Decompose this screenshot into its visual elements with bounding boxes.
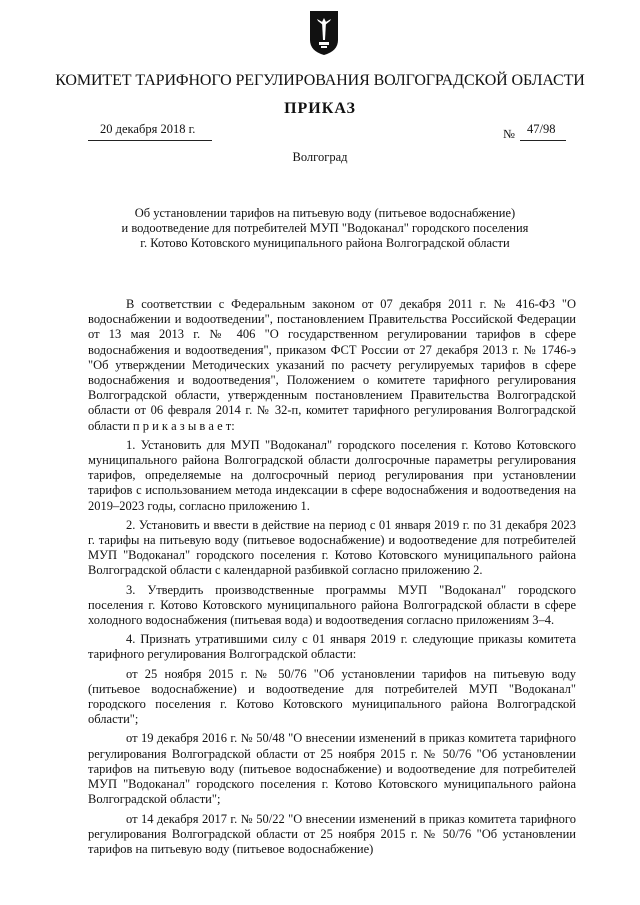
item-4-subitem: от 14 декабря 2017 г. № 50/22 "О внесении изменений в приказ комитета тарифного регулирования Волгоградской области от 25 ноября 2015 г. № 50/76 "Об установлении тарифов на питьевую воду (питьевое водоснабжение) bbox=[88, 811, 576, 856]
item-1: 1. Установить для МУП "Водоканал" городского поселения г. Котово Котовского муниципального района Волгоградской области долгосрочные параметры регулирования тарифов, определяемые на долгосрочный период регулирования при установлении тарифов с использованием метода индексации в сфере водоснабжения и водоотведения на 2019–2023 годы, согласно приложению 1. bbox=[88, 437, 576, 513]
number-underline bbox=[520, 140, 566, 141]
committee-name: КОМИТЕТ ТАРИФНОГО РЕГУЛИРОВАНИЯ ВОЛГОГРАДСКОЙ ОБЛАСТИ bbox=[55, 72, 585, 89]
order-subject bbox=[90, 206, 560, 251]
city: Волгоград bbox=[292, 150, 348, 164]
number-sign: № bbox=[503, 127, 515, 141]
coat-of-arms-icon bbox=[309, 10, 339, 56]
date-underline bbox=[88, 140, 212, 141]
order-body bbox=[88, 297, 576, 857]
order-date: 20 декабря 2018 г. bbox=[100, 122, 196, 136]
order-number: 47/98 bbox=[527, 122, 556, 136]
item-4-subitem: от 19 декабря 2016 г. № 50/48 "О внесении изменений в приказ комитета тарифного регулирования Волгоградской области от 25 ноября 2015 г. № 50/76 "Об установлении тарифов на питьевую воду (питьевое водоснабжение) и водоотведение для потребителей МУП "Водоканал" городского поселения г. Котово Котовского муниципального района Волгоградской области"; bbox=[88, 731, 576, 807]
item-2: 2. Установить и ввести в действие на период с 01 января 2019 г. по 31 декабря 2023 г. тарифы на питьевую воду (питьевое водоснабжение) и водоотведение для потребителей МУП "Водоканал" городского поселения г. Котово Котовского муниципального района Волгоградской области с календарной разбивкой согласно приложению 2. bbox=[88, 517, 576, 578]
item-3: 3. Утвердить производственные программы МУП "Водоканал" городского поселения г. Котово Котовского муниципального района Волгоградской области в сфере холодного водоснабжения (питьевая вода) и водоотведения согласно приложениям 3–4. bbox=[88, 582, 576, 628]
preamble: В соответствии с Федеральным законом от 07 декабря 2011 г. № 416-ФЗ "О водоснабжении и водоотведении", постановлением Правительства Российской Федерации от 13 мая 2013 г. № 406 "О государственном регулировании тарифов в сфере водоснабжения и водоотведения", приказом ФСТ России от 27 декабря 2013 г. № 1746-э "Об утверждении Методических указаний по расчету регулируемых тарифов в сфере водоснабжения и водоотведения", Положением о комитете тарифного регулирования Волгоградской области, утвержденным постановлением Правительства Волгоградской области от 06 февраля 2014 г. № 32-п, комитет тарифного регулирования Волгоградской области п р и к а з ы в а е т: bbox=[88, 297, 576, 433]
subject-line: и водоотведение для потребителей МУП "Водоканал" городского поселения bbox=[121, 221, 529, 235]
document-type: ПРИКАЗ bbox=[284, 100, 356, 117]
subject-line: г. Котово Котовского муниципального района Волгоградской области bbox=[140, 236, 510, 250]
item-4: 4. Признать утратившими силу с 01 января 2019 г. следующие приказы комитета тарифного регулирования Волгоградской области: bbox=[88, 632, 576, 662]
item-4-subitem: от 25 ноября 2015 г. № 50/76 "Об установлении тарифов на питьевую воду (питьевое водоснабжение) и водоотведение для потребителей МУП "Водоканал" городского поселения г. Котово Котовского муниципального района Волгоградской области"; bbox=[88, 666, 576, 727]
subject-line: Об установлении тарифов на питьевую воду (питьевое водоснабжение) bbox=[134, 206, 516, 220]
